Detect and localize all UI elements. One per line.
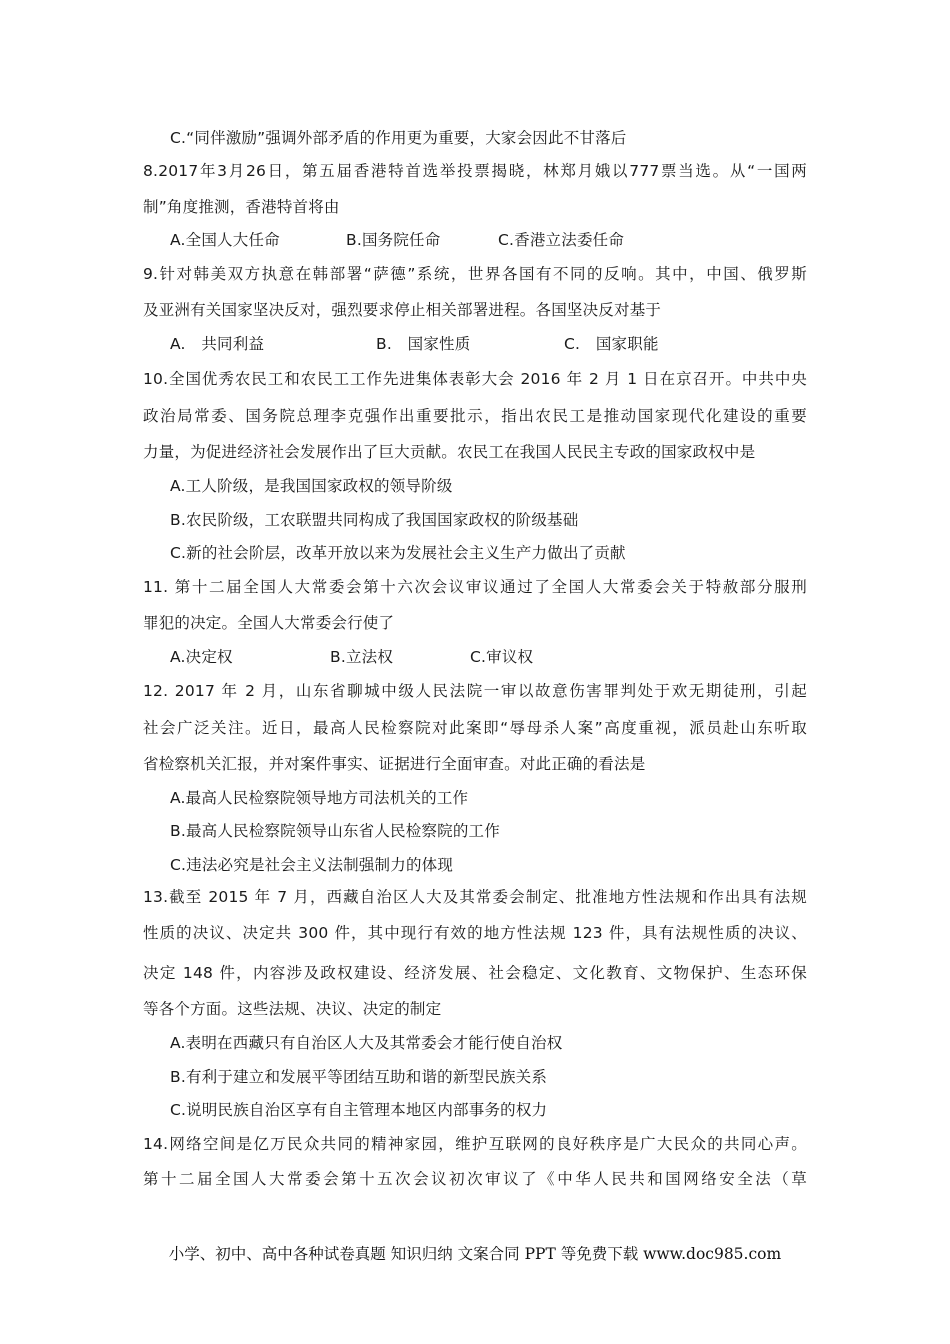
q11-stem-line1: 11. 第十二届全国人大常委会第十六次会议审议通过了全国人大常委会关于特赦部分服刑 bbox=[143, 578, 807, 596]
q8-option-a: A.全国人大任命 bbox=[170, 231, 280, 249]
q8-stem-line1: 8.2017年3月26日，第五届香港特首选举投票揭晓，林郑月娥以777票当选。从“一国两 bbox=[143, 162, 807, 180]
q10-stem-line3: 力量，为促进经济社会发展作出了巨大贡献。农民工在我国人民民主专政的国家政权中是 bbox=[143, 443, 756, 461]
q9-option-a: A. 共同利益 bbox=[170, 335, 265, 353]
q11-stem-line2: 罪犯的决定。全国人大常委会行使了 bbox=[143, 614, 395, 632]
q13-option-b: B.有利于建立和发展平等团结互助和谐的新型民族关系 bbox=[170, 1068, 548, 1086]
q12-option-a: A.最高人民检察院领导地方司法机关的工作 bbox=[170, 789, 469, 807]
q9-option-c: C. 国家职能 bbox=[564, 335, 659, 353]
q11-option-c: C.审议权 bbox=[470, 648, 534, 666]
q10-stem-line1: 10.全国优秀农民工和农民工工作先进集体表彰大会 2016 年 2 月 1 日在京召开。中共中央 bbox=[143, 370, 807, 388]
q13-option-c: C.说明民族自治区享有自主管理本地区内部事务的权力 bbox=[170, 1101, 548, 1119]
q13-stem-line3: 决定 148 件，内容涉及政权建设、经济发展、社会稳定、文化教育、文物保护、生态环保 bbox=[143, 964, 807, 982]
q9-stem-line2: 及亚洲有关国家坚决反对，强烈要求停止相关部署进程。各国坚决反对基于 bbox=[143, 301, 662, 319]
q11-options bbox=[170, 646, 533, 668]
q12-option-b: B.最高人民检察院领导山东省人民检察院的工作 bbox=[170, 822, 500, 840]
q10-option-b: B.农民阶级，工农联盟共同构成了我国国家政权的阶级基础 bbox=[170, 511, 579, 529]
q10-option-a: A.工人阶级，是我国国家政权的领导阶级 bbox=[170, 477, 453, 495]
q12-stem-line3: 省检察机关汇报，并对案件事实、证据进行全面审查。对此正确的看法是 bbox=[143, 755, 646, 773]
q14-stem-line2: 第十二届全国人大常委会第十五次会议初次审议了《中华人民共和国网络安全法（草 bbox=[143, 1170, 807, 1188]
q11-option-a: A.决定权 bbox=[170, 648, 233, 666]
q12-stem-line1: 12. 2017 年 2 月，山东省聊城中级人民法院一审以故意伤害罪判处于欢无期徒刑，引起 bbox=[143, 682, 807, 700]
q12-option-c: C.违法必究是社会主义法制强制力的体现 bbox=[170, 856, 454, 874]
q13-stem-line2: 性质的决议、决定共 300 件，其中现行有效的地方性法规 123 件，具有法规性质的决议、 bbox=[143, 924, 807, 942]
q8-options bbox=[170, 229, 624, 251]
q8-option-b: B.国务院任命 bbox=[346, 231, 441, 249]
q12-stem-line2: 社会广泛关注。近日，最高人民检察院对此案即“辱母杀人案”高度重视，派员赴山东听取 bbox=[143, 719, 807, 737]
q9-stem-line1: 9.针对韩美双方执意在韩部署“萨德”系统，世界各国有不同的反响。其中，中国、俄罗斯 bbox=[143, 265, 807, 283]
footer-download-notice: 小学、初中、高中各种试卷真题 知识归纳 文案合同 PPT 等免费下载 www.doc985.com bbox=[168, 1245, 782, 1263]
q7-option-c: C.“同伴激励”强调外部矛盾的作用更为重要，大家会因此不甘落后 bbox=[170, 129, 627, 147]
q8-stem-line2: 制”角度推测，香港特首将由 bbox=[143, 198, 340, 216]
q9-options bbox=[170, 333, 659, 355]
q10-option-c: C.新的社会阶层，改革开放以来为发展社会主义生产力做出了贡献 bbox=[170, 544, 626, 562]
q9-option-b: B. 国家性质 bbox=[376, 335, 471, 353]
q13-option-a: A.表明在西藏只有自治区人大及其常委会才能行使自治权 bbox=[170, 1034, 563, 1052]
q13-stem-line1: 13.截至 2015 年 7 月，西藏自治区人大及其常委会制定、批准地方性法规和作出具有法规 bbox=[143, 888, 807, 906]
q10-stem-line2: 政治局常委、国务院总理李克强作出重要批示，指出农民工是推动国家现代化建设的重要 bbox=[143, 407, 807, 425]
q13-stem-line4: 等各个方面。这些法规、决议、决定的制定 bbox=[143, 1000, 442, 1018]
q14-stem-line1: 14.网络空间是亿万民众共同的精神家园，维护互联网的良好秩序是广大民众的共同心声。 bbox=[143, 1135, 807, 1153]
q8-option-c: C.香港立法委任命 bbox=[498, 231, 625, 249]
q11-option-b: B.立法权 bbox=[330, 648, 394, 666]
